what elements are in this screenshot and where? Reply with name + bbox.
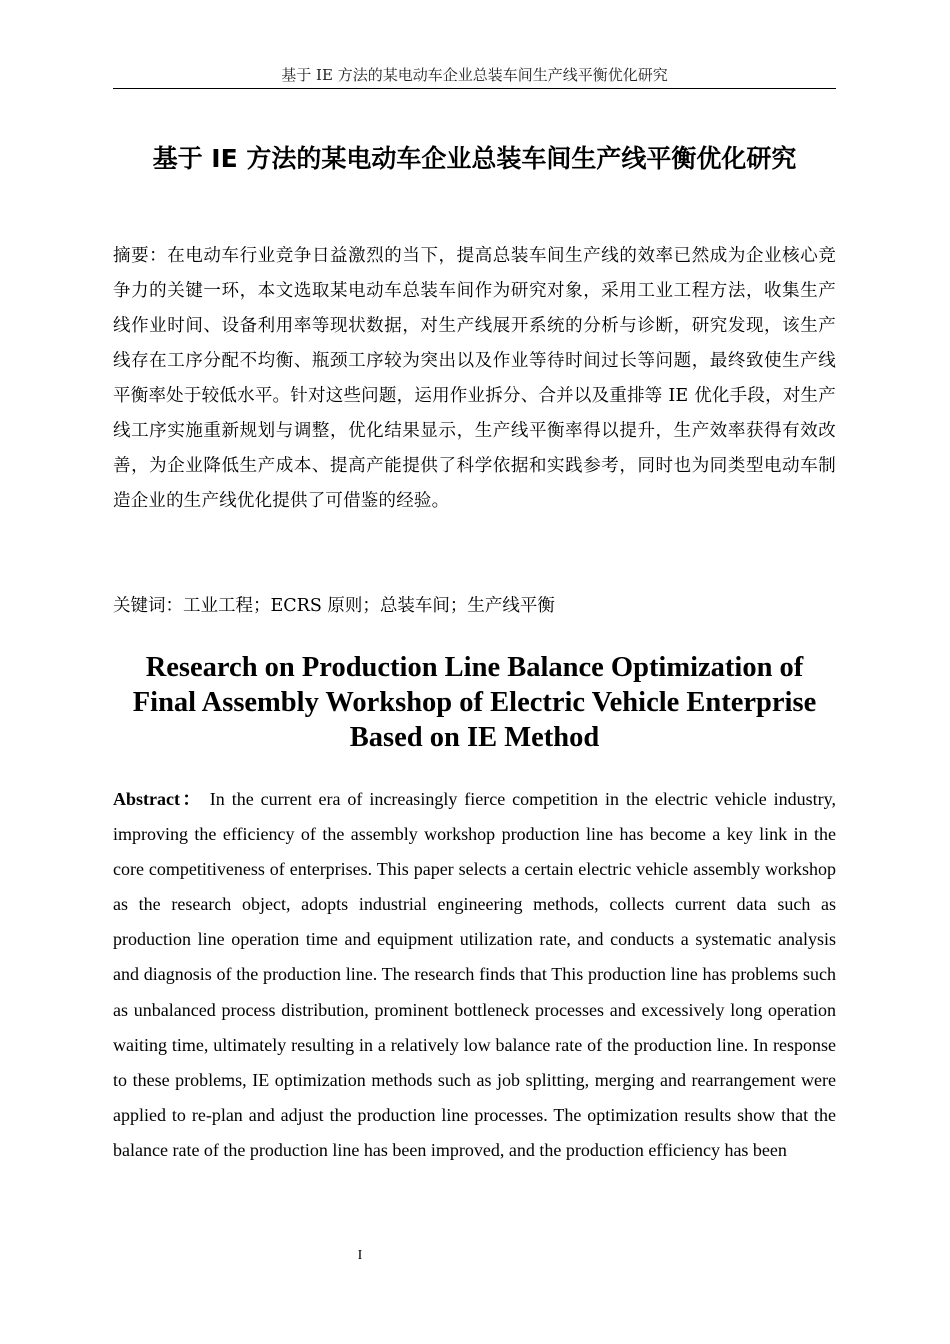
- page-number: I: [357, 1248, 363, 1263]
- english-abstract-label: Abstract：: [113, 789, 203, 809]
- chinese-title: 基于 IE 方法的某电动车企业总装车间生产线平衡优化研究: [152, 144, 797, 173]
- english-abstract-text: In the current era of increasingly fierce competition in the electric vehicle industry, improving the efficiency of the assembly workshop production line has become a key link in the core competitiveness of enterprises. This paper selects a certain electric vehicle assembly workshop as the research object, adopts industrial engineering methods, collects current data such as production line operation time and equipment utilization rate, and conducts a systematic analysis and diagnosis of the production line. The research finds that This production line has problems such as unbalanced process distribution, prominent bottleneck processes and excessively long operation waiting time, ultimately resulting in a relatively low balance rate of the production line. In response to these problems, IE optimization methods such as job splitting, merging and rearrangement were applied to re-plan and adjust the production line processes. The optimization results show that the balance rate of the production line has been improved, and the production efficiency has been: [113, 789, 837, 1160]
- english-title: Research on Production Line Balance Optimization of Final Assembly Workshop of Electric Vehicle Enterprise Based on IE Method: [132, 652, 817, 753]
- chinese-abstract: [113, 239, 836, 519]
- header-divider: [113, 88, 836, 89]
- running-header: 基于 IE 方法的某电动车企业总装车间生产线平衡优化研究: [281, 66, 668, 84]
- english-abstract: [113, 782, 836, 1168]
- chinese-keywords: [113, 589, 836, 624]
- chinese-abstract-text: 在电动车行业竞争日益激烈的当下，提高总装车间生产线的效率已然成为企业核心竞争力的关键一环，本文选取某电动车总装车间作为研究对象，采用工业工程方法，收集生产线作业时间、设备利用率等现状数据，对生产线展开系统的分析与诊断，研究发现，该生产线存在工序分配不均衡、瓶颈工序较为突出以及作业等待时间过长等问题，最终致使生产线平衡率处于较低水平。针对这些问题，运用作业拆分、合并以及重排等 IE 优化手段，对生产线工序实施重新规划与调整，优化结果显示，生产线平衡率得以提升，生产效率获得有效改善，为企业降低生产成本、提高产能提供了科学依据和实践参考，同时也为同类型电动车制造企业的生产线优化提供了可借鉴的经验。: [113, 246, 836, 511]
- chinese-abstract-label: 摘要：: [113, 246, 168, 266]
- chinese-keywords-text: 工业工程；ECRS 原则；总装车间；生产线平衡: [183, 596, 555, 616]
- chinese-keywords-label: 关键词：: [113, 596, 183, 616]
